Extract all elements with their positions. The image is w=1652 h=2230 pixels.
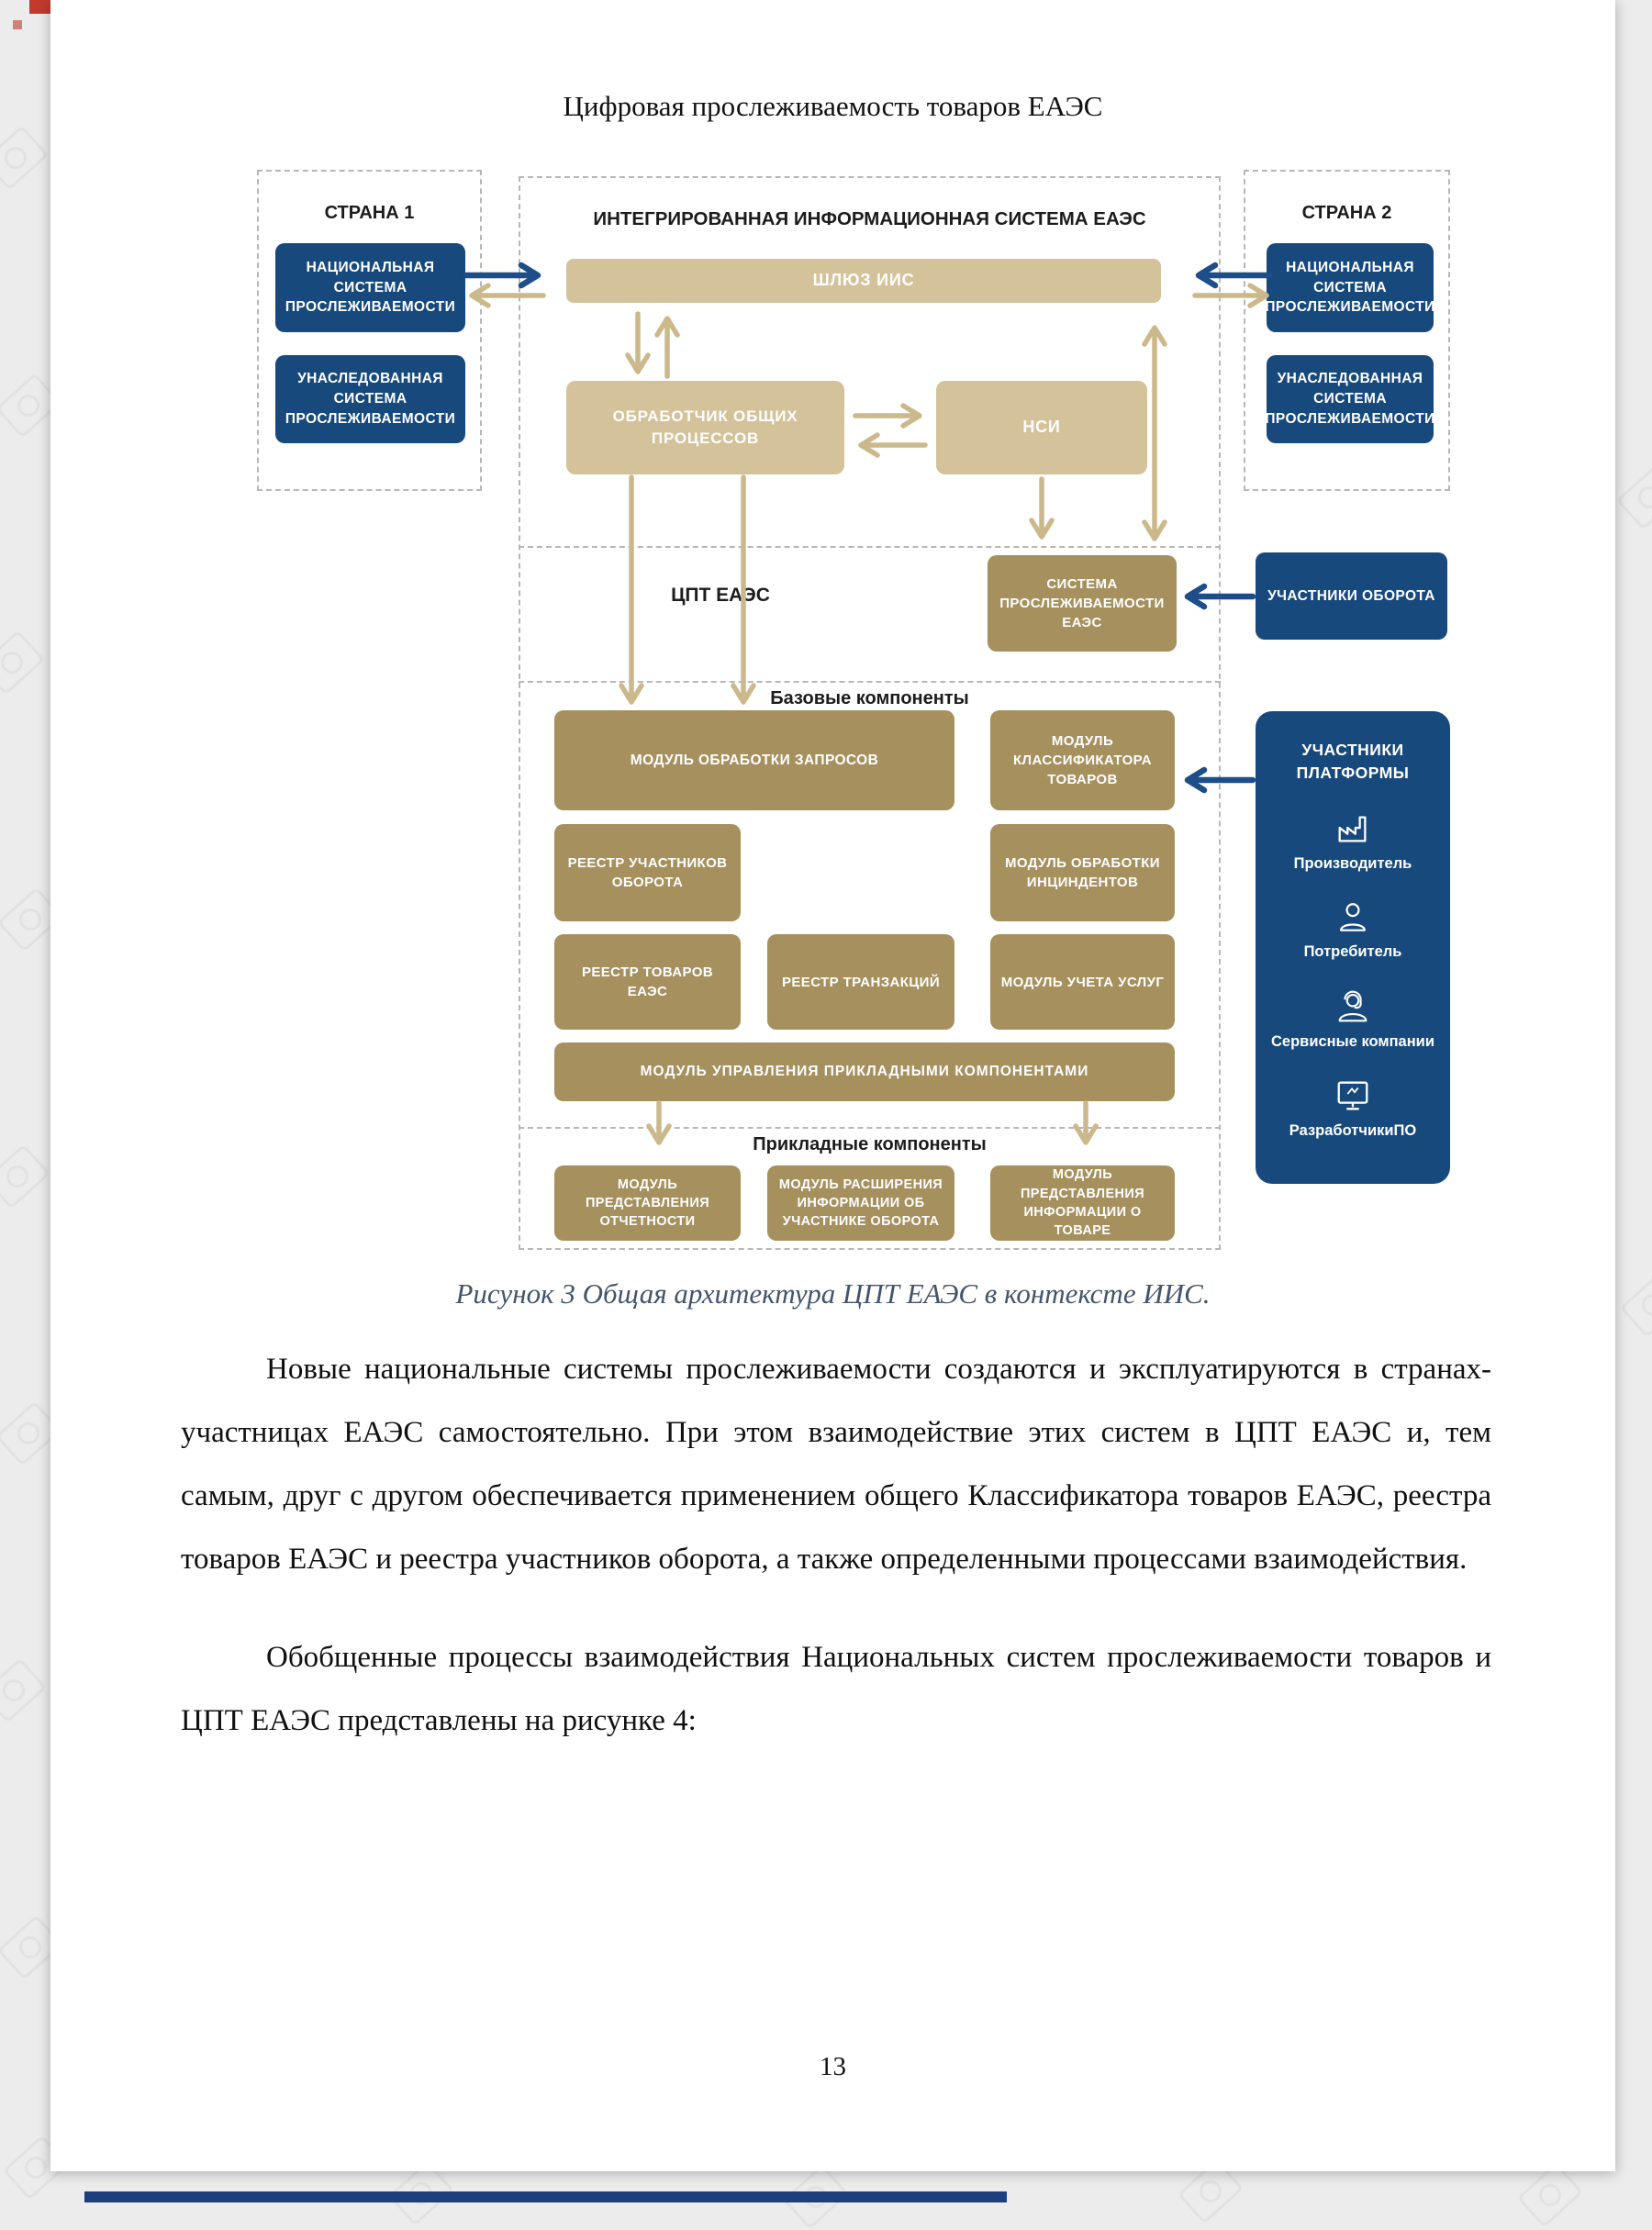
platform-participants-title: УЧАСТНИКИ ПЛАТФОРМЫ bbox=[1296, 741, 1410, 783]
common-process-handler-box: ОБРАБОТЧИК ОБЩИХ ПРОЦЕССОВ bbox=[566, 381, 844, 474]
platform-participants-panel bbox=[1256, 711, 1450, 1184]
turnover-participants-box: УЧАСТНИКИ ОБОРОТА bbox=[1256, 552, 1447, 640]
country2-title: СТРАНА 2 bbox=[1301, 203, 1392, 223]
platform-member-software-developers bbox=[1289, 1076, 1416, 1141]
platform-member-service-companies bbox=[1271, 986, 1434, 1052]
country1-legacy-system-box: УНАСЛЕДОВАННАЯ СИСТЕМА ПРОСЛЕЖИВАЕМОСТИ bbox=[275, 355, 465, 443]
iis-gateway-box: ШЛЮЗ ИИС bbox=[566, 259, 1161, 303]
module-incident-processing: МОДУЛЬ ОБРАБОТКИ ИНЦИНДЕНТОВ bbox=[990, 824, 1175, 921]
page-number: 13 bbox=[820, 2052, 846, 2081]
body-text bbox=[181, 1338, 1491, 1753]
module-goods-classifier: МОДУЛЬ КЛАССИФИКАТОРА ТОВАРОВ bbox=[990, 710, 1175, 810]
paragraph: Новые национальные системы прослеживаемости создаются и эксплуатируются в странах-участницах ЕАЭС самостоятельно. При этом взаимодействие этих систем в ЦПТ ЕАЭС и, тем самым, друг с другом обеспечивается применением общего Классификатора товаров ЕАЭС, реестра товаров ЕАЭС и реестра участников оборота, а также определенными процессами взаимодействия. bbox=[181, 1353, 1491, 1576]
registry-transactions: РЕЕСТР ТРАНЗАКЦИЙ bbox=[767, 934, 954, 1030]
platform-member-label: Производитель bbox=[1293, 854, 1412, 872]
document-page bbox=[50, 0, 1615, 2171]
figure-caption: Рисунок 3 Общая архитектура ЦПТ ЕАЭС в контексте ИИС. bbox=[455, 1277, 1211, 1310]
person-icon bbox=[1333, 898, 1373, 936]
cpt-label: ЦПТ ЕАЭС bbox=[671, 585, 770, 606]
platform-member-producer bbox=[1294, 809, 1412, 874]
country1-title: СТРАНА 1 bbox=[324, 203, 415, 223]
platform-member-label: Сервисные компании bbox=[1271, 1033, 1434, 1051]
iis-title: ИНТЕГРИРОВАННАЯ ИНФОРМАЦИОННАЯ СИСТЕМА ЕАЭС bbox=[593, 208, 1146, 229]
platform-member-label: Потребитель bbox=[1303, 943, 1402, 961]
eaeu-traceability-system-box: СИСТЕМА ПРОСЛЕЖИВАЕМОСТИ ЕАЭС bbox=[988, 555, 1177, 652]
module-goods-info-presentation: МОДУЛЬ ПРЕДСТАВЛЕНИЯ ИНФОРМАЦИИ О ТОВАРЕ bbox=[990, 1165, 1175, 1241]
module-request-processing: МОДУЛЬ ОБРАБОТКИ ЗАПРОСОВ bbox=[554, 710, 954, 810]
country2-national-system-box: НАЦИОНАЛЬНАЯ СИСТЕМА ПРОСЛЕЖИВАЕМОСТИ bbox=[1267, 243, 1434, 332]
paragraph: Обобщенные процессы взаимодействия Национальных систем прослеживаемости товаров и ЦПТ ЕАЭС представлены на рисунке 4: bbox=[181, 1641, 1491, 1737]
corner-red-mark-2 bbox=[13, 20, 22, 29]
cpt-section-divider bbox=[519, 546, 1221, 548]
base-section-divider bbox=[519, 681, 1221, 683]
architecture-diagram bbox=[257, 170, 1459, 1253]
support-agent-icon bbox=[1332, 986, 1374, 1026]
registry-eaeu-goods: РЕЕСТР ТОВАРОВ ЕАЭС bbox=[554, 934, 741, 1030]
nsi-box: НСИ bbox=[936, 381, 1147, 474]
factory-icon bbox=[1332, 809, 1374, 848]
module-reporting-presentation: МОДУЛЬ ПРЕДСТАВЛЕНИЯ ОТЧЕТНОСТИ bbox=[554, 1165, 741, 1241]
country1-national-system-box: НАЦИОНАЛЬНАЯ СИСТЕМА ПРОСЛЕЖИВАЕМОСТИ bbox=[275, 243, 465, 332]
page-header-title: Цифровая прослеживаемость товаров ЕАЭС bbox=[563, 90, 1103, 122]
applied-components-label: Прикладные компоненты bbox=[753, 1134, 987, 1154]
registry-turnover-participants: РЕЕСТР УЧАСТНИКОВ ОБОРОТА bbox=[554, 824, 741, 921]
module-service-accounting: МОДУЛЬ УЧЕТА УСЛУГ bbox=[990, 934, 1175, 1030]
bottom-blue-bar bbox=[84, 2191, 1007, 2202]
module-applied-components-management: МОДУЛЬ УПРАВЛЕНИЯ ПРИКЛАДНЫМИ КОМПОНЕНТАМИ bbox=[554, 1043, 1175, 1101]
platform-member-consumer bbox=[1304, 898, 1402, 962]
monitor-icon bbox=[1332, 1076, 1374, 1115]
platform-member-label: РазработчикиПО bbox=[1289, 1121, 1417, 1139]
module-participant-info-extension: МОДУЛЬ РАСШИРЕНИЯ ИНФОРМАЦИИ ОБ УЧАСТНИКЕ ОБОРОТА bbox=[767, 1165, 954, 1241]
applied-section-divider bbox=[519, 1127, 1221, 1129]
base-components-label: Базовые компоненты bbox=[770, 688, 969, 708]
country2-legacy-system-box: УНАСЛЕДОВАННАЯ СИСТЕМА ПРОСЛЕЖИВАЕМОСТИ bbox=[1267, 355, 1434, 443]
